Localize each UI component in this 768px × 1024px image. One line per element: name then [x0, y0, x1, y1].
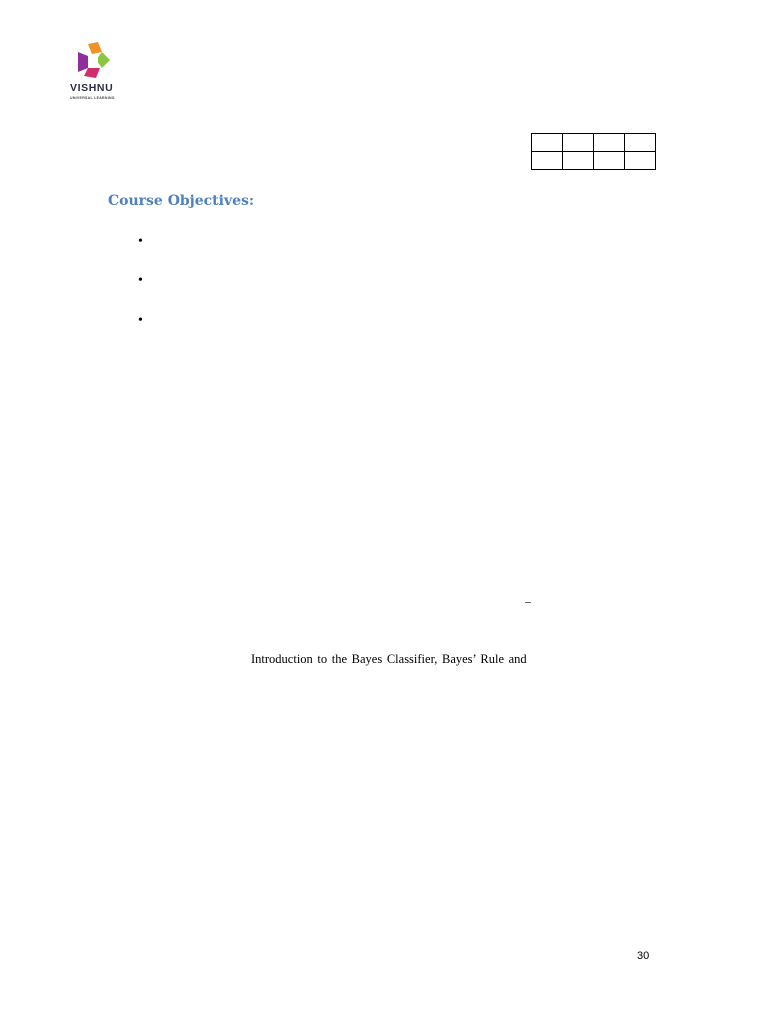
course-code-grid — [531, 133, 656, 170]
grid-cell — [532, 152, 563, 170]
bullet-point: • — [138, 273, 143, 288]
intro-text-line: Introduction to the Bayes Classifier, Bayes’ Rule and — [251, 652, 527, 666]
grid-cell — [594, 152, 625, 170]
grid-row — [532, 134, 656, 152]
grid-cell — [625, 134, 656, 152]
grid-cell — [563, 134, 594, 152]
bullet-point: • — [138, 234, 143, 249]
grid-cell — [563, 152, 594, 170]
grid-cell — [532, 134, 563, 152]
dash-mark: – — [525, 594, 531, 608]
vishnu-logo — [70, 42, 120, 102]
logo-mark-icon — [76, 42, 112, 80]
grid-row — [532, 152, 656, 170]
course-objectives-heading: Course Objectives: — [108, 193, 255, 209]
grid-cell — [594, 134, 625, 152]
logo-tagline: UNIVERSAL LEARNING — [70, 96, 115, 100]
logo-name: VISHNU — [70, 82, 114, 94]
page-number: 30 — [637, 950, 650, 962]
grid-cell — [625, 152, 656, 170]
bullet-point: • — [138, 313, 143, 328]
